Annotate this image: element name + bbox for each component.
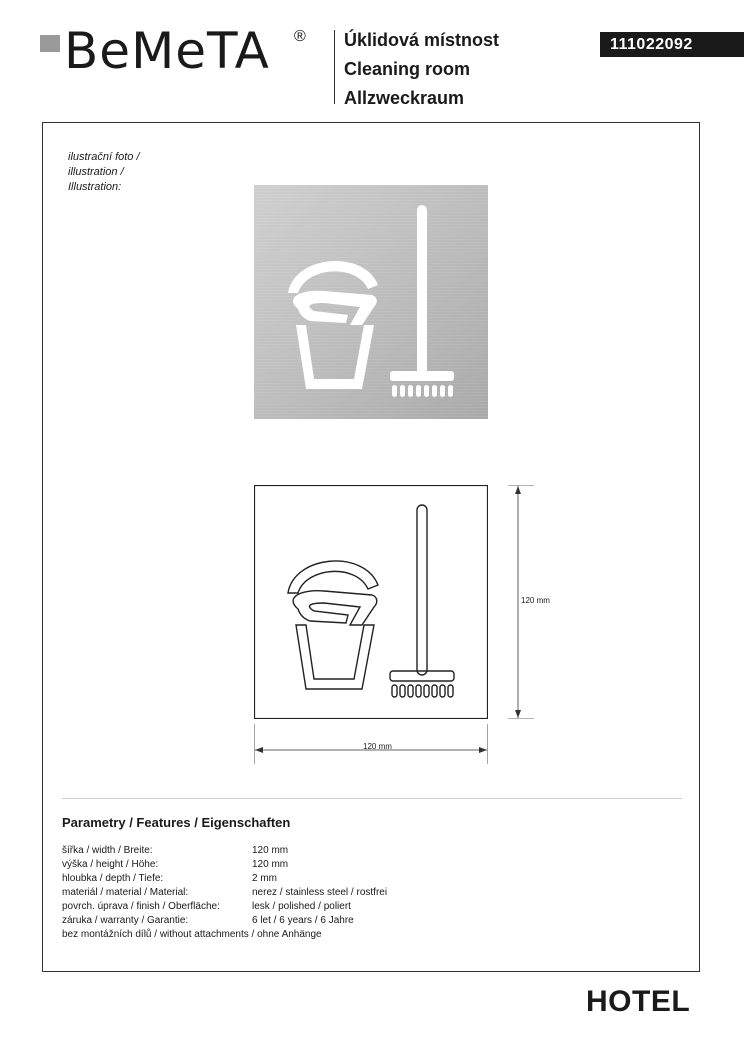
sign-drawing xyxy=(254,485,488,719)
logo-square xyxy=(40,35,60,52)
feature-row xyxy=(62,900,387,914)
feature-label: záruka / warranty / Garantie: xyxy=(62,915,189,926)
sign-photo xyxy=(254,185,488,419)
width-dimension-label: 120 mm xyxy=(363,742,392,751)
feature-row xyxy=(62,858,387,872)
title-en: Cleaning room xyxy=(344,59,471,79)
header-divider xyxy=(334,30,335,104)
product-code: 111022092 xyxy=(600,32,744,57)
feature-label: materiál / material / Material: xyxy=(62,887,189,898)
features-table xyxy=(62,844,387,942)
feature-row xyxy=(62,886,387,900)
illustration-label-de: Illustration: xyxy=(68,181,122,193)
features-note: bez montážních dílů / without attachments / ohne Anhänge xyxy=(62,929,322,940)
height-dimension-label: 120 mm xyxy=(521,596,550,605)
feature-label: povrch. úprava / finish / Oberfläche: xyxy=(62,901,220,912)
feature-value: lesk / polished / poliert xyxy=(252,901,351,912)
feature-label: hloubka / depth / Tiefe: xyxy=(62,873,164,884)
brand-name: BeMeTA xyxy=(64,22,270,80)
brand-logo xyxy=(40,22,320,80)
illustration-label xyxy=(68,150,140,195)
illustration-label-cz: ilustrační foto / xyxy=(68,151,140,163)
registered-mark: ® xyxy=(294,28,306,45)
illustration-label-en: illustration / xyxy=(68,166,124,178)
title-de: Allzweckraum xyxy=(344,88,465,108)
feature-label: šířka / width / Breite: xyxy=(62,845,153,856)
feature-value: 120 mm xyxy=(252,845,289,856)
title-cz: Úklidová místnost xyxy=(344,30,500,50)
section-divider xyxy=(62,798,682,799)
feature-value: 6 let / 6 years / 6 Jahre xyxy=(252,915,354,926)
feature-value: 2 mm xyxy=(252,873,277,884)
feature-label: výška / height / Höhe: xyxy=(62,859,159,870)
feature-value: nerez / stainless steel / rostfrei xyxy=(252,887,388,898)
feature-value: 120 mm xyxy=(252,859,289,870)
category-label: HOTEL xyxy=(586,985,691,1018)
feature-row xyxy=(62,914,387,928)
feature-row xyxy=(62,872,387,886)
features-heading: Parametry / Features / Eigenschaften xyxy=(62,815,291,830)
feature-row xyxy=(62,844,387,858)
product-titles xyxy=(344,26,499,113)
